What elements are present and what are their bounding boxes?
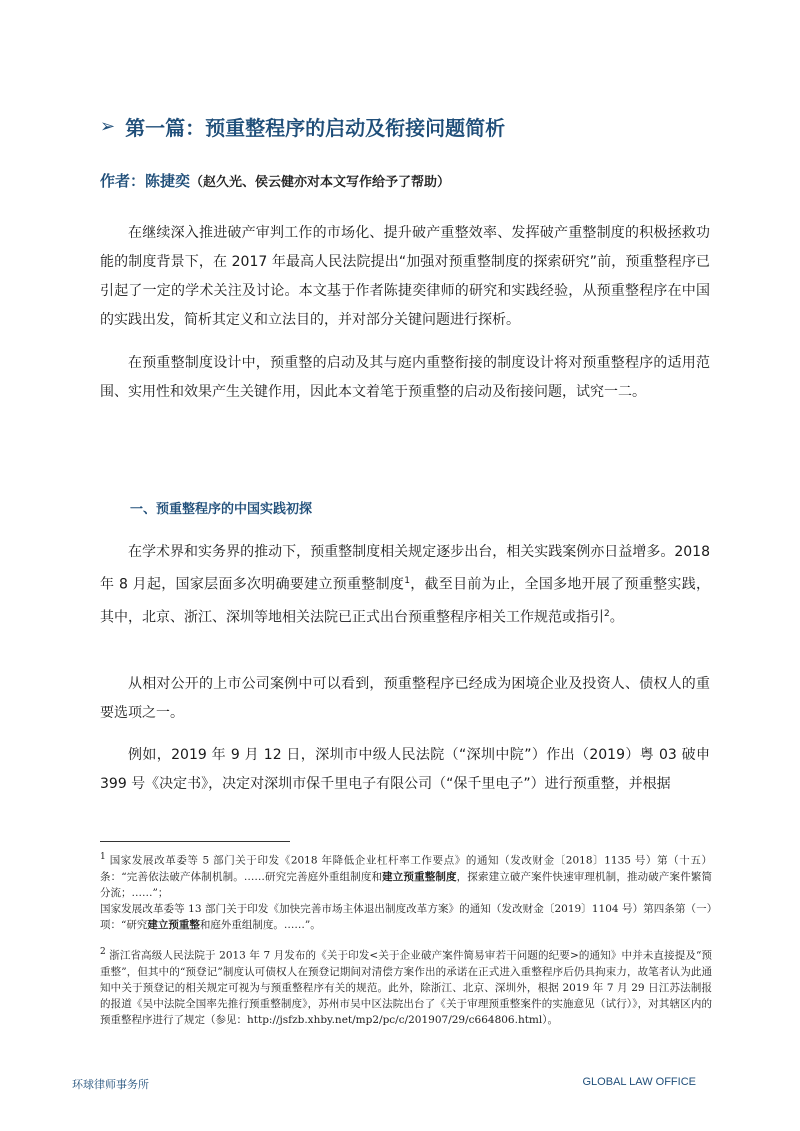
footnote-ref-1[interactable]: 1 bbox=[404, 576, 410, 586]
footnote-ref-2[interactable]: 2 bbox=[604, 608, 610, 619]
footnote-1: $^1$ 国家发展改革委等 5 部门关于印发《2018 年降低企业杠杆率工作要点》的通知（发改财金〔2018〕1135 号）第（十五）条：“完善依法破产体制机制。……研究完善庭外重组制度和建立预重整制度，探索建立破产案件快速审理机制，推动破产案件繁简分流；……”； 国家发展改革委等 13 部门关于印发《加快完善市场主体退出制度改革方案》的通知（发改财金〔2019〕1104 号）第四条第（一）项：“研究建立预重整和庭外重组制度。……”。 bbox=[100, 852, 712, 931]
footnote-2: $^2$ 浙江省高级人民法院于 2013 年 7 月发布的《关于印发<关于企业破产案件简易审若干问题的纪要>的通知》中并未直接提及“预重整”，但其中的“预登记”制度认可债权人在预登记期间对清偿方案作出的承诺在正式进入重整程序后仍具拘束力，故笔者认为此通知中关于预登记的相关规定可视为与预重整程序有关的规范。此外，除浙江、北京、深圳外，根据 2019 年 7 月 29 日江苏法制报的报道《吴中法院全国率先推行预重整制度》，苏州市吴中区法院出台了《关于审理预重整案件的实施意见（试行）》，对其辖区内的预重整程序进行了规定（参见：http://jsfzb.xhby.net/mp2/pc/c/201907/29/c664806.html）。 bbox=[100, 947, 712, 1026]
section-paragraph-3: 例如，2019 年 9 月 12 日，深圳市中级人民法院（“深圳中院”）作出（2019）粤 03 破申 399 号《决定书》，决定对深圳市保千里电子有限公司（“保千里电子”）进行预重整，并根据 bbox=[100, 747, 710, 792]
section-paragraph-1: 在学术界和实务界的推动下，预重整制度相关规定逐步出台，相关实践案例亦日益增多。2018 年 8 月起，国家层面多次明确要建立预重整制度$^1$，截至目前为止，全国多地开展了预重整实践，其中，北京、浙江、深圳等地相关法院已正式出台预重整程序相关工作规范或指引$^2$。 bbox=[100, 544, 711, 626]
author-name: 作者：陈捷奕 bbox=[100, 172, 191, 190]
section-paragraph-2: 从相对公开的上市公司案例中可以看到，预重整程序已经成为困境企业及投资人、债权人的重要选项之一。 bbox=[100, 676, 710, 721]
footnote-separator bbox=[100, 841, 290, 842]
section-heading: 一、预重整程序的中国实践初探 bbox=[130, 502, 313, 517]
author-line bbox=[100, 170, 740, 191]
document-title bbox=[100, 112, 740, 141]
intro-paragraph-1: 在继续深入推进破产审判工作的市场化、提升破产重整效率、发挥破产重整制度的积极拯救功能的制度背景下，在 2017 年最高人民法院提出“加强对预重整制度的探索研究”前，预重整程序已引起了一定的学术关注及讨论。本文基于作者陈捷奕律师的研究和实践经验，从预重整程序在中国的实践出发，简析其定义和立法目的，并对部分关键问题进行探析。 bbox=[100, 225, 710, 328]
footer-firm-english: GLOBAL LAW OFFICE bbox=[582, 1076, 696, 1088]
footer-firm-name: 环球律师事务所 bbox=[72, 1078, 149, 1091]
intro-paragraph-2: 在预重整制度设计中，预重整的启动及其与庭内重整衔接的制度设计将对预重整程序的适用范围、实用性和效果产生关键作用，因此本文着笔于预重整的启动及衔接问题，试究一二。 bbox=[100, 355, 710, 400]
arrow-bullet-icon: ➢ bbox=[100, 116, 116, 137]
author-note: （赵久光、侯云健亦对本文写作给予了帮助） bbox=[190, 175, 451, 190]
title-text: 第一篇：预重整程序的启动及衔接问题简析 bbox=[125, 116, 506, 140]
